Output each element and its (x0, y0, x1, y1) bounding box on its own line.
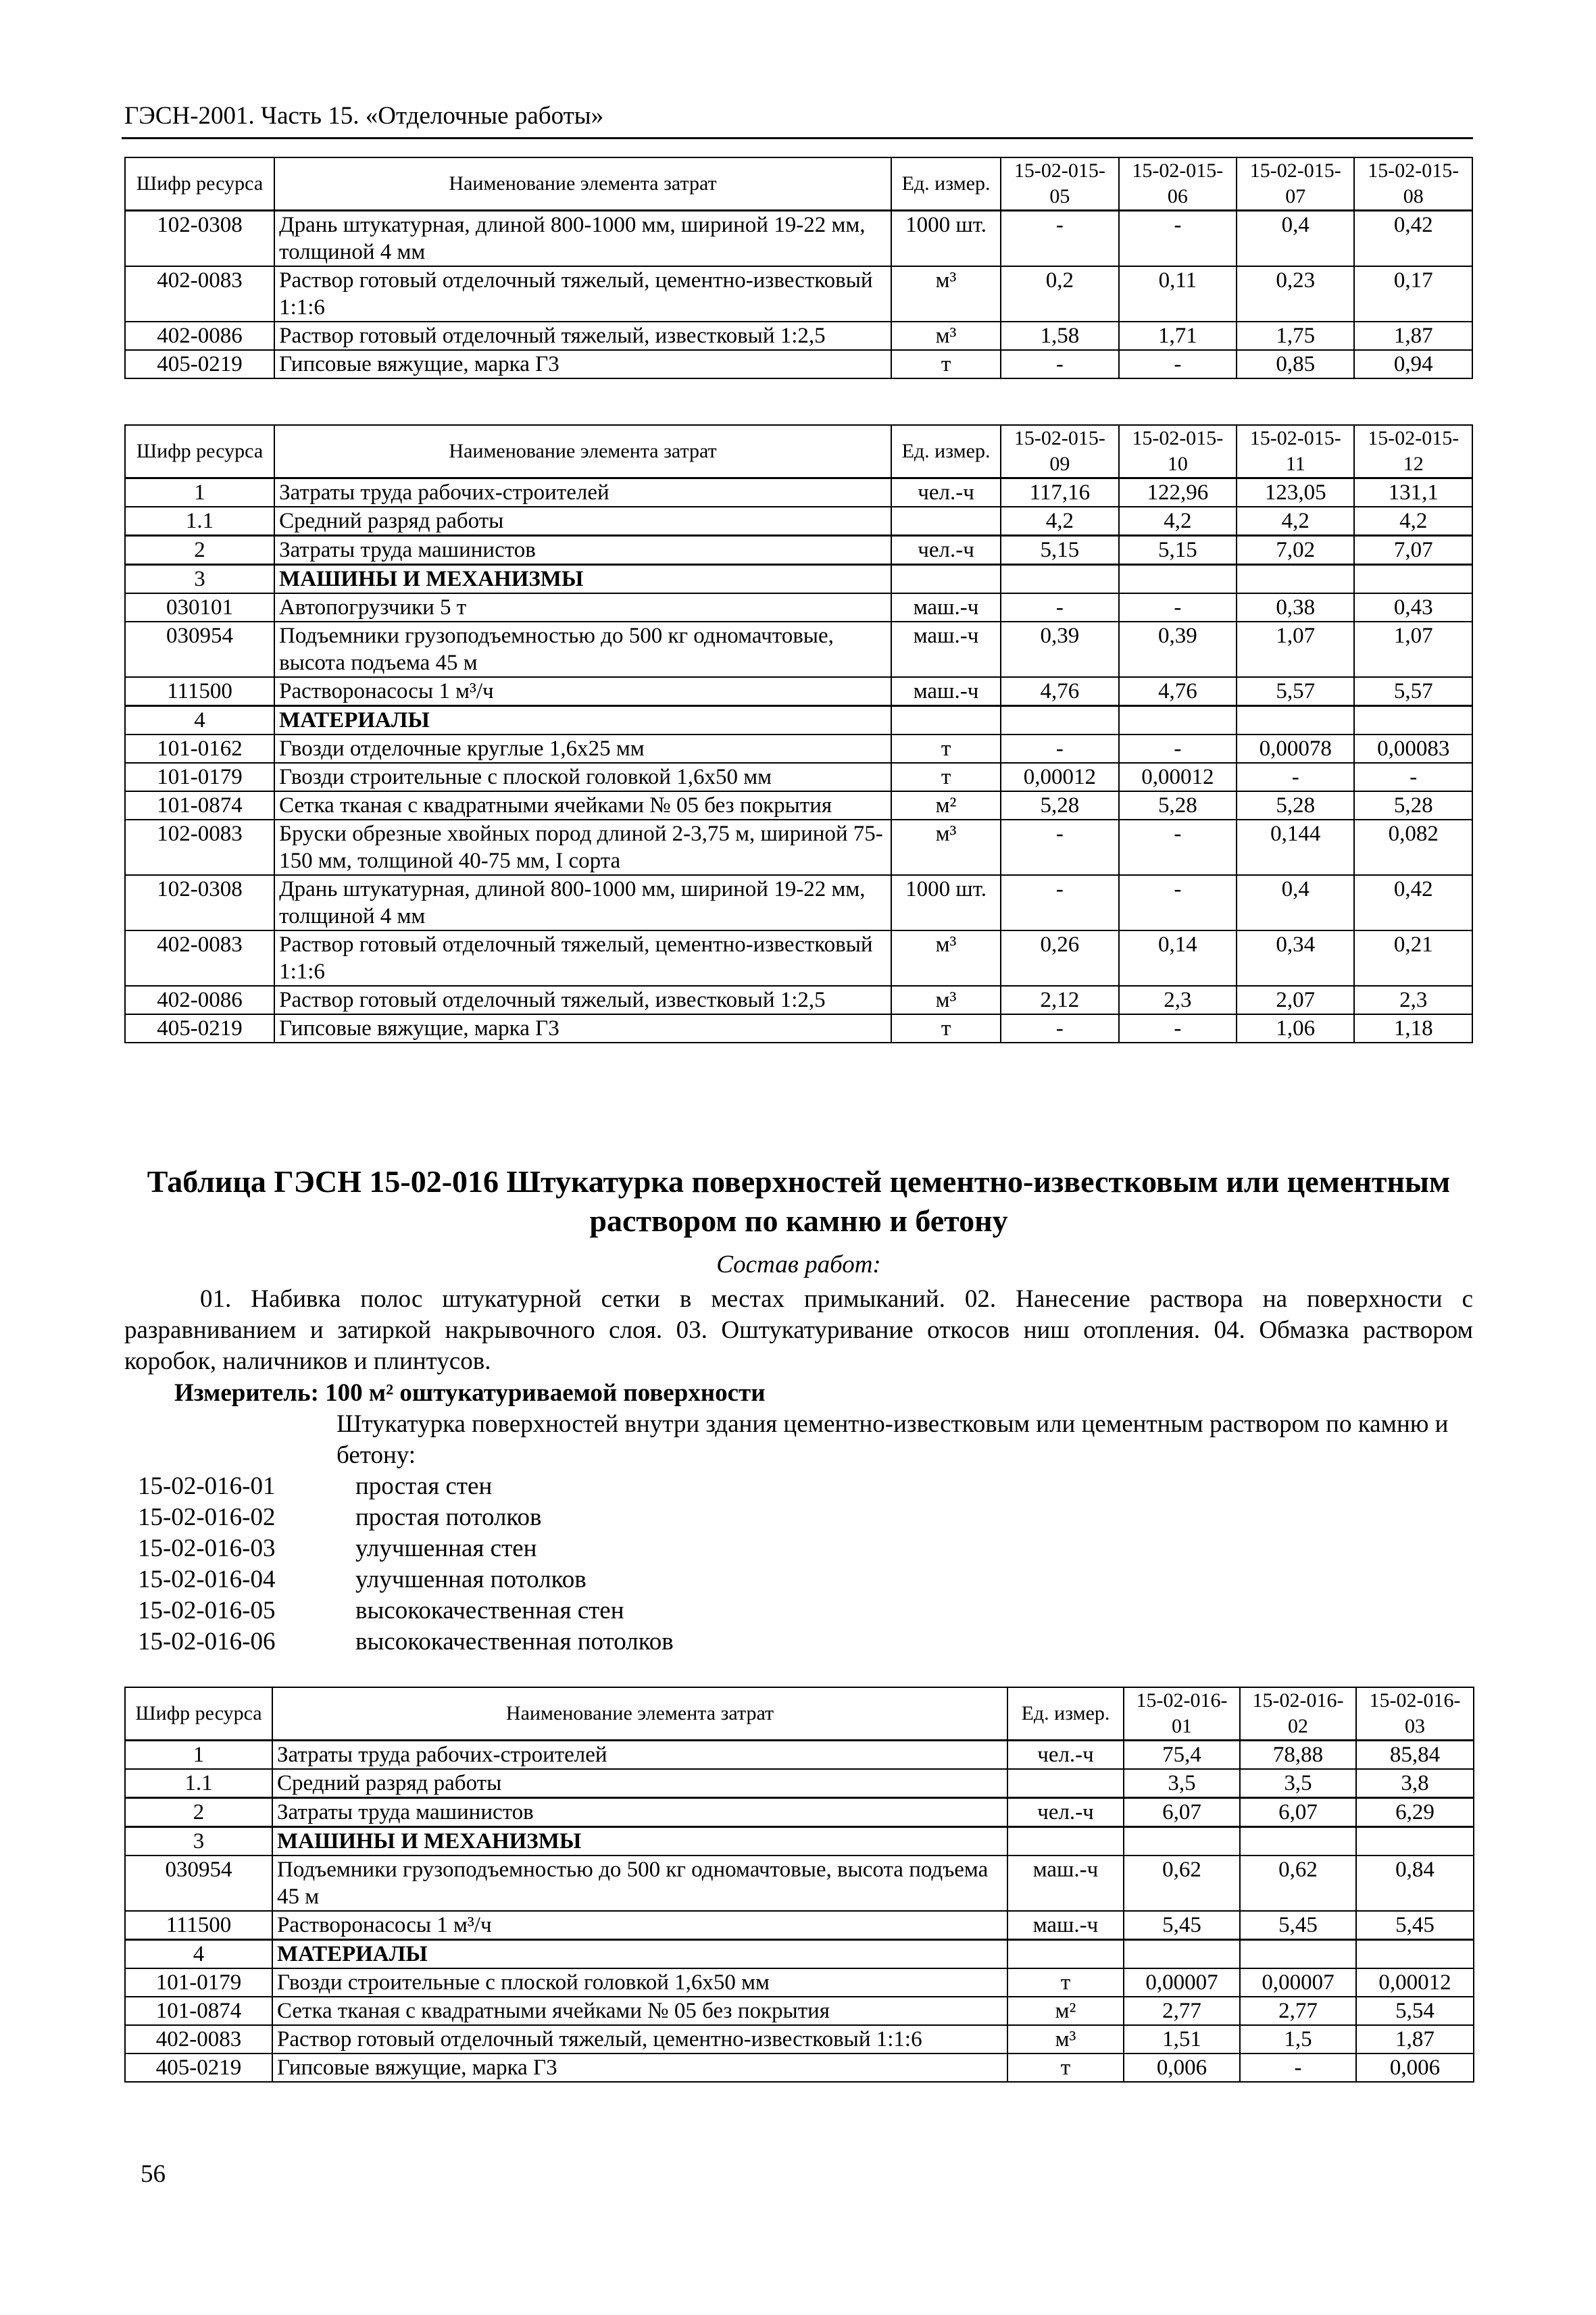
norm-value (1240, 1940, 1356, 1969)
col-header-name: Наименование элемента затрат (274, 157, 891, 211)
norm-value: 0,00007 (1240, 1968, 1356, 1997)
norm-value (1119, 706, 1237, 735)
norm-value (1124, 1827, 1240, 1856)
col-header-name: Наименование элемента затрат (272, 1687, 1007, 1741)
resource-unit: т (891, 1014, 1001, 1043)
norm-value: 0,006 (1124, 2053, 1240, 2082)
resource-code: 405-0219 (125, 2053, 272, 2082)
list-item (138, 1626, 674, 1658)
table-row (125, 536, 1472, 565)
table-row (125, 1911, 1474, 1940)
norm-value: 1,07 (1237, 622, 1354, 677)
resource-unit: 1000 шт. (891, 875, 1001, 930)
norm-value: 0,082 (1354, 820, 1472, 875)
resource-name: Средний разряд работы (274, 507, 891, 536)
norm-value: 1,75 (1237, 322, 1354, 350)
resource-code: 402-0083 (125, 266, 274, 322)
col-header-norm: 15-02-015-08 (1354, 157, 1472, 211)
resource-unit: м³ (891, 986, 1001, 1014)
table-row (125, 322, 1472, 350)
norm-value: - (1001, 211, 1118, 267)
norm-value: 0,00012 (1356, 1968, 1474, 1997)
group-heading-row (125, 565, 1472, 594)
resource-code: 1.1 (125, 1769, 272, 1798)
resource-name: Гипсовые вяжущие, марка Г3 (274, 1014, 891, 1043)
resource-code: 101-0874 (125, 791, 274, 820)
norm-value: 3,5 (1240, 1769, 1356, 1798)
norm-value: 0,85 (1237, 350, 1354, 378)
resource-code: 4 (125, 706, 274, 735)
resource-name: Автопогрузчики 5 т (274, 593, 891, 622)
table-header-row (125, 1687, 1474, 1741)
resource-unit: м³ (891, 820, 1001, 875)
resource-code: 402-0086 (125, 322, 274, 350)
norm-label: простая потолков (355, 1503, 542, 1531)
col-header-norm: 15-02-015-11 (1237, 425, 1354, 478)
norm-code: 15-02-016-01 (138, 1472, 276, 1500)
resource-code: 402-0086 (125, 986, 274, 1014)
resource-name: Растворонасосы 1 м³/ч (274, 677, 891, 706)
norm-value: 78,88 (1240, 1741, 1356, 1770)
resource-code: 101-0162 (125, 735, 274, 763)
norm-value: - (1240, 2053, 1356, 2082)
resource-table-016-01-03 (124, 1687, 1474, 2083)
resource-code: 2 (125, 536, 274, 565)
table-row (125, 1997, 1474, 2025)
table-row (125, 875, 1472, 930)
norm-value: - (1119, 1014, 1237, 1043)
resource-unit: чел.-ч (891, 478, 1001, 507)
col-header-norm: 15-02-015-12 (1354, 425, 1472, 478)
norm-label: улучшенная потолков (355, 1566, 587, 1593)
resource-name: Растворонасосы 1 м³/ч (272, 1911, 1007, 1940)
resource-unit: м³ (1007, 2025, 1124, 2053)
norm-value: - (1119, 820, 1237, 875)
col-header-unit: Ед. измер. (1007, 1687, 1124, 1741)
resource-name: Раствор готовый отделочный тяжелый, цементно-известковый 1:1:6 (272, 2025, 1007, 2053)
norm-value: 0,00078 (1237, 735, 1354, 763)
resource-code: 1.1 (125, 507, 274, 536)
resource-code: 3 (125, 1827, 272, 1856)
norm-value: - (1001, 735, 1118, 763)
norm-value: 0,42 (1354, 211, 1472, 267)
norm-code: 15-02-016-02 (138, 1503, 276, 1531)
norm-value (1356, 1940, 1474, 1969)
resource-name: Раствор готовый отделочный тяжелый, цементно-известковый 1:1:6 (274, 930, 891, 986)
table-header-row (125, 425, 1472, 478)
resource-name: Средний разряд работы (272, 1769, 1007, 1798)
resource-unit: маш.-ч (891, 622, 1001, 677)
col-header-norm: 15-02-016-01 (1124, 1687, 1240, 1741)
norm-value (1354, 706, 1472, 735)
resource-unit: т (891, 763, 1001, 791)
resource-code: 3 (125, 565, 274, 594)
measure-unit: Измеритель: 100 м² оштукатуриваемой поверхности (174, 1379, 766, 1407)
resource-name: Сетка тканая с квадратными ячейками № 05 без покрытия (274, 791, 891, 820)
resource-unit: чел.-ч (1007, 1741, 1124, 1770)
norm-value: - (1119, 593, 1237, 622)
resource-unit: чел.-ч (1007, 1798, 1124, 1827)
norm-value (1237, 706, 1354, 735)
running-header: ГЭСН-2001. Часть 15. «Отделочные работы» (124, 102, 604, 130)
norm-value: 2,3 (1119, 986, 1237, 1014)
norm-value: - (1001, 875, 1118, 930)
norm-value: 5,15 (1119, 536, 1237, 565)
norm-value: 2,12 (1001, 986, 1118, 1014)
norm-value (1001, 706, 1118, 735)
resource-code: 111500 (125, 677, 274, 706)
resource-code: 402-0083 (125, 2025, 272, 2053)
norm-value: - (1237, 763, 1354, 791)
norm-value: 5,28 (1001, 791, 1118, 820)
norm-value (1354, 565, 1472, 594)
group-heading: МАТЕРИАЛЫ (274, 706, 891, 735)
table-row (125, 593, 1472, 622)
table-row (125, 2025, 1474, 2053)
col-header-code: Шифр ресурса (125, 1687, 272, 1741)
norm-value: 2,77 (1240, 1997, 1356, 2025)
norm-value (1240, 1827, 1356, 1856)
table-row (125, 763, 1472, 791)
norm-value: 0,39 (1001, 622, 1118, 677)
resource-code: 030954 (125, 622, 274, 677)
resource-name: Бруски обрезные хвойных пород длиной 2-3,75 м, шириной 75-150 мм, толщиной 40-75 мм, I сорта (274, 820, 891, 875)
resource-name: Раствор готовый отделочный тяжелый, известковый 1:2,5 (274, 322, 891, 350)
resource-code: 101-0874 (125, 1997, 272, 2025)
norm-label: высококачественная потолков (355, 1628, 674, 1656)
resource-name: Дрань штукатурная, длиной 800-1000 мм, шириной 19-22 мм, толщиной 4 мм (274, 211, 891, 267)
resource-code: 2 (125, 1798, 272, 1827)
resource-unit (891, 706, 1001, 735)
col-header-unit: Ед. измер. (891, 425, 1001, 478)
norm-value: 1,87 (1354, 322, 1472, 350)
norm-value: 0,62 (1240, 1856, 1356, 1911)
norm-value: 131,1 (1354, 478, 1472, 507)
norm-code: 15-02-016-06 (138, 1628, 276, 1656)
resource-unit: т (1007, 1968, 1124, 1997)
table-header-row (125, 157, 1472, 211)
group-heading-row (125, 706, 1472, 735)
norm-value: 4,2 (1119, 507, 1237, 536)
group-heading: МАТЕРИАЛЫ (272, 1940, 1007, 1969)
norm-value: 0,38 (1237, 593, 1354, 622)
resource-unit (891, 507, 1001, 536)
col-header-norm: 15-02-015-09 (1001, 425, 1118, 478)
norm-value (1001, 565, 1118, 594)
col-header-unit: Ед. измер. (891, 157, 1001, 211)
norm-value: - (1001, 1014, 1118, 1043)
resource-code: 102-0308 (125, 875, 274, 930)
norm-label: улучшенная стен (355, 1535, 537, 1562)
resource-unit: м³ (891, 930, 1001, 986)
norm-value: 4,76 (1119, 677, 1237, 706)
table-row (125, 1769, 1474, 1798)
norm-value: 5,28 (1119, 791, 1237, 820)
resource-code: 101-0179 (125, 763, 274, 791)
norm-value (1237, 565, 1354, 594)
list-item (138, 1595, 674, 1626)
norm-value: 0,21 (1354, 930, 1472, 986)
norm-value: 4,2 (1354, 507, 1472, 536)
resource-unit: м² (891, 791, 1001, 820)
resource-name: Гипсовые вяжущие, марка Г3 (272, 2053, 1007, 2082)
resource-code: 1 (125, 478, 274, 507)
table-row (125, 1741, 1474, 1770)
resource-name: Гвозди строительные с плоской головкой 1,6х50 мм (272, 1968, 1007, 1997)
table-row (125, 350, 1472, 378)
col-header-norm: 15-02-015-10 (1119, 425, 1237, 478)
norm-code: 15-02-016-05 (138, 1597, 276, 1624)
table-row (125, 820, 1472, 875)
norm-value: 0,11 (1119, 266, 1237, 322)
norm-value: 5,28 (1237, 791, 1354, 820)
resource-name: Раствор готовый отделочный тяжелый, цементно-известковый 1:1:6 (274, 266, 891, 322)
resource-name: Подъемники грузоподъемностью до 500 кг одномачтовые, высота подъема 45 м (274, 622, 891, 677)
resource-unit: маш.-ч (1007, 1856, 1124, 1911)
norm-code-list (138, 1471, 674, 1658)
group-heading-row (125, 1940, 1474, 1969)
resource-code: 102-0308 (125, 211, 274, 267)
norm-value: 0,17 (1354, 266, 1472, 322)
resource-name: Гвозди строительные с плоской головкой 1,6х50 мм (274, 763, 891, 791)
norm-value: 117,16 (1001, 478, 1118, 507)
resource-name: Затраты труда машинистов (272, 1798, 1007, 1827)
norm-code: 15-02-016-03 (138, 1535, 276, 1562)
table-row (125, 478, 1472, 507)
table-row (125, 1798, 1474, 1827)
norm-value: 85,84 (1356, 1741, 1474, 1770)
resource-unit (891, 565, 1001, 594)
norm-value (1124, 1940, 1240, 1969)
resource-unit: т (891, 735, 1001, 763)
resource-name: Затраты труда рабочих-строителей (274, 478, 891, 507)
norm-value: 2,77 (1124, 1997, 1240, 2025)
norm-value: 1,71 (1119, 322, 1237, 350)
resource-code: 101-0179 (125, 1968, 272, 1997)
table-row (125, 677, 1472, 706)
resource-table-015-09-12 (124, 424, 1473, 1043)
table-row (125, 1968, 1474, 1997)
norm-value: 0,00083 (1354, 735, 1472, 763)
resource-name: Затраты труда рабочих-строителей (272, 1741, 1007, 1770)
norm-value: 4,2 (1001, 507, 1118, 536)
resource-code: 4 (125, 1940, 272, 1969)
resource-name: Сетка тканая с квадратными ячейками № 05 без покрытия (272, 1997, 1007, 2025)
table-row (125, 930, 1472, 986)
norm-value: 75,4 (1124, 1741, 1240, 1770)
norm-value: 0,14 (1119, 930, 1237, 986)
resource-unit: т (891, 350, 1001, 378)
header-rule (122, 137, 1473, 139)
resource-unit: м³ (891, 322, 1001, 350)
norm-value: - (1119, 211, 1237, 267)
table-row (125, 1014, 1472, 1043)
norm-value: 0,00007 (1124, 1968, 1240, 1997)
norm-value: - (1354, 763, 1472, 791)
norm-value: - (1119, 735, 1237, 763)
norm-value: 1,06 (1237, 1014, 1354, 1043)
norm-value: - (1119, 875, 1237, 930)
norm-value: 4,2 (1237, 507, 1354, 536)
norm-value: 0,84 (1356, 1856, 1474, 1911)
norm-value: 123,05 (1237, 478, 1354, 507)
norm-value: 2,3 (1354, 986, 1472, 1014)
table-row (125, 2053, 1474, 2082)
norm-value: 0,2 (1001, 266, 1118, 322)
norm-value: 0,34 (1237, 930, 1354, 986)
norm-value (1119, 565, 1237, 594)
section-title: Таблица ГЭСН 15-02-016 Штукатурка поверхностей цементно-известковым или цементным раствором по камню и бетону (147, 1164, 1451, 1238)
col-header-norm: 15-02-016-03 (1356, 1687, 1474, 1741)
list-item (138, 1564, 674, 1595)
resource-unit: чел.-ч (891, 536, 1001, 565)
resource-unit (1007, 1769, 1124, 1798)
norm-value: 5,54 (1356, 1997, 1474, 2025)
norm-value: 0,23 (1237, 266, 1354, 322)
table-row (125, 791, 1472, 820)
resource-name: Подъемники грузоподъемностью до 500 кг одномачтовые, высота подъема 45 м (272, 1856, 1007, 1911)
resource-name: Дрань штукатурная, длиной 800-1000 мм, шириной 19-22 мм, толщиной 4 мм (274, 875, 891, 930)
resource-table-015-05-08 (124, 157, 1473, 379)
table-row (125, 211, 1472, 267)
col-header-name: Наименование элемента затрат (274, 425, 891, 478)
norm-code: 15-02-016-04 (138, 1566, 276, 1593)
table-row (125, 266, 1472, 322)
norm-value: 0,43 (1354, 593, 1472, 622)
group-heading: МАШИНЫ И МЕХАНИЗМЫ (274, 565, 891, 594)
norm-value: 7,07 (1354, 536, 1472, 565)
norm-label: высококачественная стен (355, 1597, 624, 1624)
norm-label: простая стен (355, 1472, 493, 1500)
norm-value: 5,45 (1124, 1911, 1240, 1940)
works-subtitle: Состав работ: (716, 1251, 881, 1278)
norm-value: - (1119, 350, 1237, 378)
col-header-code: Шифр ресурса (125, 425, 274, 478)
resource-code: 030954 (125, 1856, 272, 1911)
resource-code: 405-0219 (125, 1014, 274, 1043)
norm-value: 0,00012 (1119, 763, 1237, 791)
resource-code: 402-0083 (125, 930, 274, 986)
table-row (125, 622, 1472, 677)
norm-value (1356, 1827, 1474, 1856)
col-header-norm: 15-02-015-07 (1237, 157, 1354, 211)
norm-value: 0,39 (1119, 622, 1237, 677)
resource-code: 111500 (125, 1911, 272, 1940)
norm-value: 1,58 (1001, 322, 1118, 350)
norm-value: 0,4 (1237, 875, 1354, 930)
norm-value: 1,51 (1124, 2025, 1240, 2053)
norm-value: 0,144 (1237, 820, 1354, 875)
page-number: 56 (141, 2160, 166, 2188)
norm-value: 0,00012 (1001, 763, 1118, 791)
norm-value: 6,29 (1356, 1798, 1474, 1827)
norm-value: 0,42 (1354, 875, 1472, 930)
norm-value: 5,45 (1240, 1911, 1356, 1940)
resource-name: Раствор готовый отделочный тяжелый, известковый 1:2,5 (274, 986, 891, 1014)
table-row (125, 1856, 1474, 1911)
resource-unit (1007, 1940, 1124, 1969)
norm-value: 1,18 (1354, 1014, 1472, 1043)
list-item (138, 1533, 674, 1564)
norm-value: - (1001, 820, 1118, 875)
list-item (138, 1471, 674, 1502)
norm-value: 3,5 (1124, 1769, 1240, 1798)
resource-unit: 1000 шт. (891, 211, 1001, 267)
norm-value: 6,07 (1124, 1798, 1240, 1827)
norm-value: 0,4 (1237, 211, 1354, 267)
resource-unit: м² (1007, 1997, 1124, 2025)
col-header-norm: 15-02-015-06 (1119, 157, 1237, 211)
resource-unit: м³ (891, 266, 1001, 322)
norm-value: 5,57 (1237, 677, 1354, 706)
norm-value: - (1001, 350, 1118, 378)
resource-code: 030101 (125, 593, 274, 622)
resource-code: 1 (125, 1741, 272, 1770)
table-row (125, 507, 1472, 536)
norm-value: 7,02 (1237, 536, 1354, 565)
group-heading: МАШИНЫ И МЕХАНИЗМЫ (272, 1827, 1007, 1856)
norm-value: 122,96 (1119, 478, 1237, 507)
norm-value: 3,8 (1356, 1769, 1474, 1798)
norm-value: 4,76 (1001, 677, 1118, 706)
norm-value: 1,07 (1354, 622, 1472, 677)
norm-value: 5,28 (1354, 791, 1472, 820)
norm-value: 0,26 (1001, 930, 1118, 986)
table-row (125, 986, 1472, 1014)
works-description: 01. Набивка полос штукатурной сетки в местах примыканий. 02. Нанесение раствора на поверхности с разравниванием и затиркой накрывочного слоя. 03. Оштукатуривание откосов ниш отопления. 04. Обмазка раствором коробок, наличников и плинтусов. (124, 1285, 1473, 1375)
resource-code: 102-0083 (125, 820, 274, 875)
norm-value: 5,15 (1001, 536, 1118, 565)
resource-name: Затраты труда машинистов (274, 536, 891, 565)
resource-unit (1007, 1827, 1124, 1856)
norm-value: 0,006 (1356, 2053, 1474, 2082)
resource-unit: т (1007, 2053, 1124, 2082)
norm-value: 0,94 (1354, 350, 1472, 378)
table-row (125, 735, 1472, 763)
norm-value: 6,07 (1240, 1798, 1356, 1827)
resource-unit: маш.-ч (891, 593, 1001, 622)
norm-value: - (1001, 593, 1118, 622)
resource-unit: маш.-ч (891, 677, 1001, 706)
list-item (138, 1502, 674, 1533)
resource-name: Гипсовые вяжущие, марка Г3 (274, 350, 891, 378)
norm-value: 1,5 (1240, 2025, 1356, 2053)
norm-value: 2,07 (1237, 986, 1354, 1014)
resource-unit: маш.-ч (1007, 1911, 1124, 1940)
col-header-code: Шифр ресурса (125, 157, 274, 211)
resource-name: Гвозди отделочные круглые 1,6х25 мм (274, 735, 891, 763)
norm-value: 1,87 (1356, 2025, 1474, 2053)
norm-value: 5,57 (1354, 677, 1472, 706)
col-header-norm: 15-02-015-05 (1001, 157, 1118, 211)
norm-value: 0,62 (1124, 1856, 1240, 1911)
norm-value: 5,45 (1356, 1911, 1474, 1940)
work-type-description: Штукатурка поверхностей внутри здания цементно-известковым или цементным раствором по камню и бетону: (336, 1410, 1449, 1469)
group-heading-row (125, 1827, 1474, 1856)
resource-code: 405-0219 (125, 350, 274, 378)
col-header-norm: 15-02-016-02 (1240, 1687, 1356, 1741)
